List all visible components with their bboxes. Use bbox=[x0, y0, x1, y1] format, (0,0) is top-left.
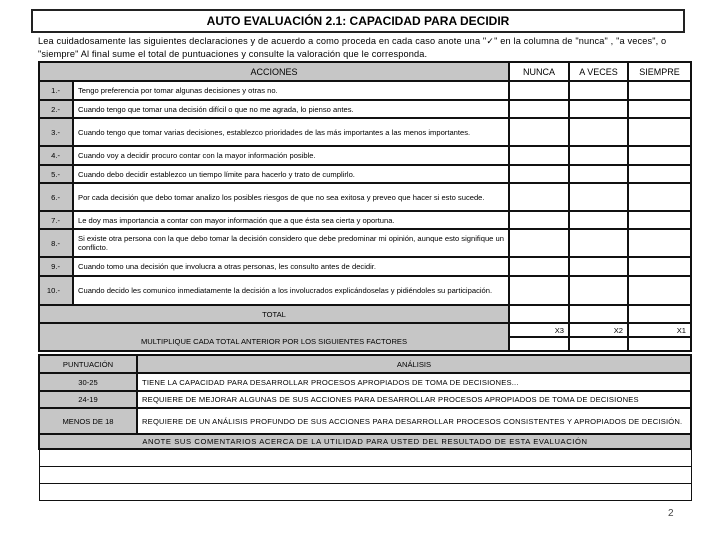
table-row bbox=[39, 183, 691, 211]
a-veces-cell[interactable] bbox=[569, 81, 628, 100]
nunca-cell[interactable] bbox=[509, 118, 569, 146]
a-veces-cell[interactable] bbox=[569, 118, 628, 146]
nunca-cell[interactable] bbox=[509, 276, 569, 305]
nunca-cell[interactable] bbox=[509, 100, 569, 118]
a-veces-cell[interactable] bbox=[569, 211, 628, 229]
siempre-cell[interactable] bbox=[628, 211, 691, 229]
a-veces-cell[interactable] bbox=[569, 257, 628, 276]
table-row bbox=[39, 276, 691, 305]
a-veces-cell[interactable] bbox=[569, 146, 628, 165]
page-number: 2 bbox=[668, 508, 674, 519]
scoring-row bbox=[39, 373, 691, 391]
total-siempre[interactable] bbox=[628, 305, 691, 323]
header-nunca: NUNCA bbox=[509, 62, 569, 81]
nunca-cell[interactable] bbox=[509, 257, 569, 276]
siempre-cell[interactable] bbox=[628, 229, 691, 257]
multiply-label: MULTIPLIQUE CADA TOTAL ANTERIOR POR LOS SIGUIENTES FACTORES bbox=[39, 323, 509, 351]
table-row bbox=[39, 211, 691, 229]
a-veces-cell[interactable] bbox=[569, 100, 628, 118]
a-veces-cell[interactable] bbox=[569, 276, 628, 305]
header-siempre: SIEMPRE bbox=[628, 62, 691, 81]
score-analysis: REQUIERE DE MEJORAR ALGUNAS DE SUS ACCIONES PARA DESARROLLAR PROCESOS APROPIADOS DE TOMA DE DECISIONES bbox=[137, 391, 691, 408]
a-veces-cell[interactable] bbox=[569, 165, 628, 183]
item-number: 2.- bbox=[39, 100, 73, 118]
item-number: 7.- bbox=[39, 211, 73, 229]
result-siempre[interactable] bbox=[628, 337, 691, 351]
siempre-cell[interactable] bbox=[628, 81, 691, 100]
score-analysis: REQUIERE DE UN ANÁLISIS PROFUNDO DE SUS ACCIONES PARA DESARROLLAR PROCESOS CONSISTENTES Y APROPIADOS DE DECISIÓN. bbox=[137, 408, 691, 434]
siempre-cell[interactable] bbox=[628, 165, 691, 183]
header-analisis: ANÁLISIS bbox=[137, 355, 691, 373]
nunca-cell[interactable] bbox=[509, 229, 569, 257]
score-range: MENOS DE 18 bbox=[39, 408, 137, 434]
actions-table bbox=[38, 61, 692, 352]
scoring-row bbox=[39, 408, 691, 434]
nunca-cell[interactable] bbox=[509, 183, 569, 211]
siempre-cell[interactable] bbox=[628, 276, 691, 305]
item-text: Por cada decisión que debo tomar analizo los posibles riesgos de que no sea exitosa y preveo que hacer si esto sucede. bbox=[73, 183, 509, 211]
siempre-cell[interactable] bbox=[628, 183, 691, 211]
item-number: 4.- bbox=[39, 146, 73, 165]
a-veces-cell[interactable] bbox=[569, 229, 628, 257]
comment-line[interactable] bbox=[39, 449, 691, 466]
total-a-veces[interactable] bbox=[569, 305, 628, 323]
item-text: Cuando tengo que tomar una decisión difícil o que no me agrada, lo pienso antes. bbox=[73, 100, 509, 118]
item-text: Si existe otra persona con la que debo tomar la decisión considero que debe predominar mi opinión, aunque esto signifique un conflicto. bbox=[73, 229, 509, 257]
header-a-veces: A VECES bbox=[569, 62, 628, 81]
item-text: Tengo preferencia por tomar algunas decisiones y otras no. bbox=[73, 81, 509, 100]
item-number: 6.- bbox=[39, 183, 73, 211]
score-range: 24-19 bbox=[39, 391, 137, 408]
item-text: Le doy mas importancia a contar con mayor información que a que ésta sea cierta y oportuna. bbox=[73, 211, 509, 229]
table-row bbox=[39, 229, 691, 257]
scoring-row bbox=[39, 391, 691, 408]
result-nunca[interactable] bbox=[509, 337, 569, 351]
factor-a-veces: X2 bbox=[569, 323, 628, 337]
item-text: Cuando voy a decidir procuro contar con la mayor información posible. bbox=[73, 146, 509, 165]
siempre-cell[interactable] bbox=[628, 257, 691, 276]
table-row bbox=[39, 100, 691, 118]
comments-label: ANOTE SUS COMENTARIOS ACERCA DE LA UTILIDAD PARA USTED DEL RESULTADO DE ESTA EVALUACIÓN bbox=[39, 434, 691, 449]
item-number: 3.- bbox=[39, 118, 73, 146]
comment-line[interactable] bbox=[39, 483, 691, 500]
item-text: Cuando tengo que tomar varias decisiones, establezco prioridades de las más importantes a las menos importantes. bbox=[73, 118, 509, 146]
factor-siempre: X1 bbox=[628, 323, 691, 337]
item-text: Cuando debo decidir establezco un tiempo límite para hacerlo y trato de cumplirlo. bbox=[73, 165, 509, 183]
siempre-cell[interactable] bbox=[628, 100, 691, 118]
score-analysis: TIENE LA CAPACIDAD PARA DESARROLLAR PROCESOS APROPIADOS DE TOMA DE DECISIONES... bbox=[137, 373, 691, 391]
table-row bbox=[39, 81, 691, 100]
siempre-cell[interactable] bbox=[628, 118, 691, 146]
table-row bbox=[39, 146, 691, 165]
header-acciones: ACCIONES bbox=[39, 62, 509, 81]
header-puntuacion: PUNTUACIÓN bbox=[39, 355, 137, 373]
a-veces-cell[interactable] bbox=[569, 183, 628, 211]
total-label: TOTAL bbox=[39, 305, 509, 323]
instructions: Lea cuidadosamente las siguientes declaraciones y de acuerdo a como proceda en cada caso anote una "✓" en la columna de "nunca" , "a veces", o "siempre" Al final sume el total de puntuaciones y consulte la valoración que le corresponda. bbox=[38, 36, 667, 59]
score-range: 30-25 bbox=[39, 373, 137, 391]
table-row bbox=[39, 165, 691, 183]
factor-nunca: X3 bbox=[509, 323, 569, 337]
item-text: Cuando tomo una decisión que involucra a otras personas, les consulto antes de decidir. bbox=[73, 257, 509, 276]
item-number: 10.- bbox=[39, 276, 73, 305]
item-number: 5.- bbox=[39, 165, 73, 183]
item-number: 8.- bbox=[39, 229, 73, 257]
page-title: AUTO EVALUACIÓN 2.1: CAPACIDAD PARA DECIDIR bbox=[31, 9, 685, 33]
table-row bbox=[39, 118, 691, 146]
comment-line[interactable] bbox=[39, 466, 691, 483]
item-number: 9.- bbox=[39, 257, 73, 276]
item-text: Cuando decido les comunico inmediatamente la decisión a los involucrados explicándoselas y pidiéndoles su participación. bbox=[73, 276, 509, 305]
nunca-cell[interactable] bbox=[509, 146, 569, 165]
item-number: 1.- bbox=[39, 81, 73, 100]
table-row bbox=[39, 257, 691, 276]
result-a-veces[interactable] bbox=[569, 337, 628, 351]
siempre-cell[interactable] bbox=[628, 146, 691, 165]
nunca-cell[interactable] bbox=[509, 165, 569, 183]
total-nunca[interactable] bbox=[509, 305, 569, 323]
nunca-cell[interactable] bbox=[509, 211, 569, 229]
nunca-cell[interactable] bbox=[509, 81, 569, 100]
scoring-table bbox=[38, 354, 692, 501]
